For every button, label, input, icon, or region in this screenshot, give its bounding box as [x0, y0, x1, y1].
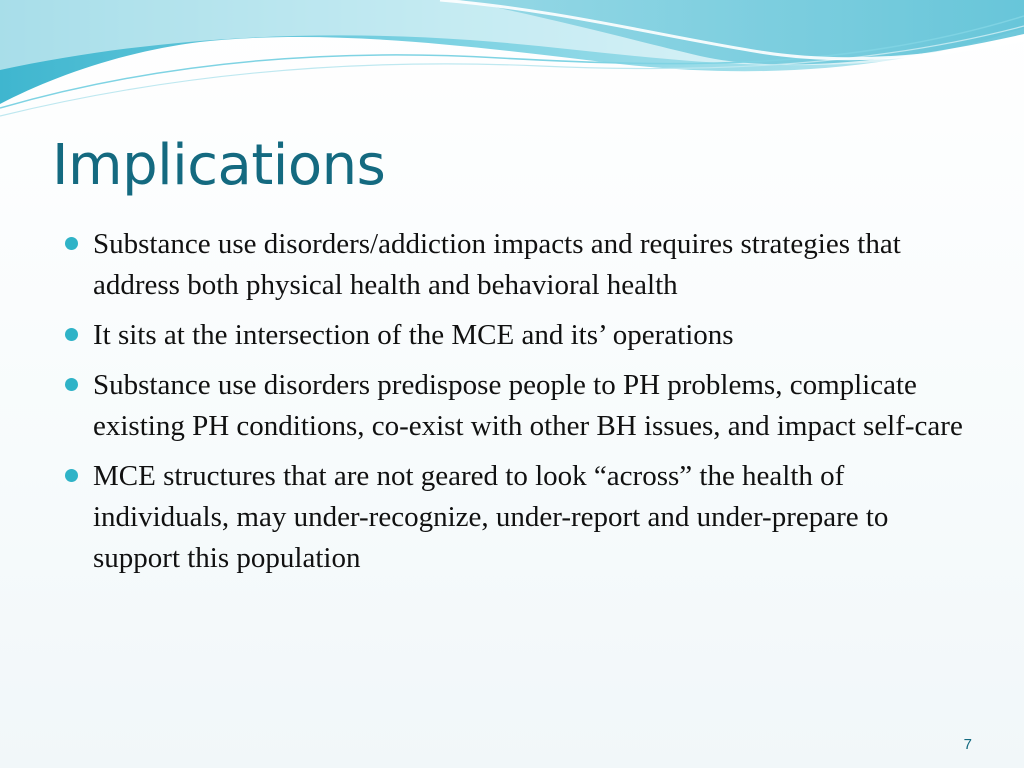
bullet-dot-icon	[65, 378, 78, 391]
page-number: 7	[963, 736, 972, 753]
bullet-text: MCE structures that are not geared to look “across” the health of individuals, may under-recognize, under-report and under-prepare to support this population	[93, 460, 889, 574]
bullet-item	[64, 315, 964, 356]
bullet-list	[64, 224, 964, 588]
bullet-dot-icon	[65, 328, 78, 341]
bullet-text: It sits at the intersection of the MCE and its’ operations	[93, 319, 734, 351]
bullet-text: Substance use disorders predispose people to PH problems, complicate existing PH conditions, co-exist with other BH issues, and impact self-care	[93, 369, 963, 442]
bullet-item	[64, 365, 964, 447]
header-wave-decoration	[0, 0, 1024, 130]
bullet-item	[64, 456, 964, 579]
bullet-text: Substance use disorders/addiction impacts and requires strategies that address both physical health and behavioral health	[93, 228, 901, 301]
slide-title: Implications	[52, 133, 386, 198]
bullet-dot-icon	[65, 237, 78, 250]
bullet-dot-icon	[65, 469, 78, 482]
bullet-item	[64, 224, 964, 306]
